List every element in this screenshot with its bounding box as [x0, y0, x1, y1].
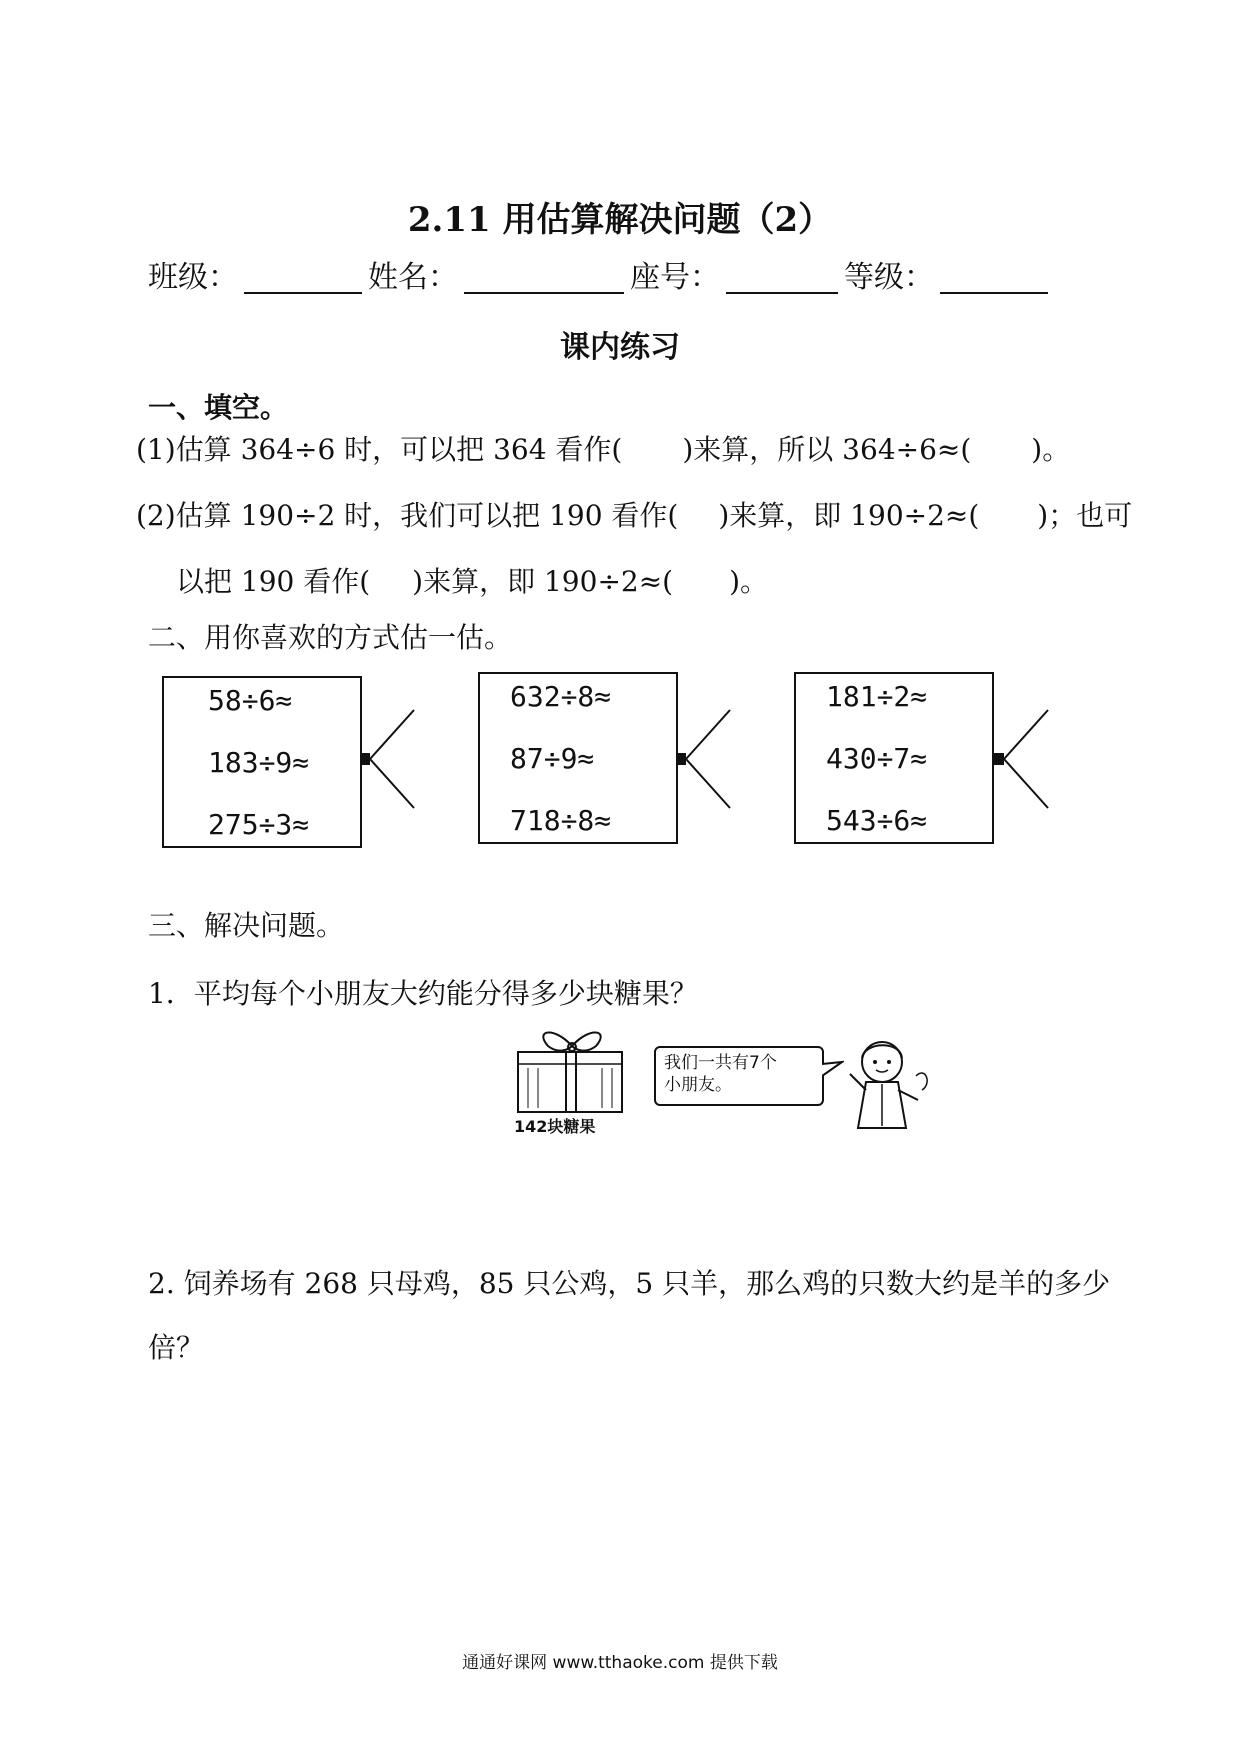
q1-part-a: (1)估算 364÷6 时，可以把 364 看作( — [136, 433, 623, 466]
estimate-expression: 543÷6≈ — [826, 804, 928, 837]
candy-count-label: 142块糖果 — [514, 1117, 596, 1136]
estimate-box-2 — [478, 672, 678, 844]
bubble-tail-icon — [822, 1060, 844, 1082]
estimate-box-1 — [162, 676, 362, 848]
estimate-expression: 718÷8≈ — [510, 804, 612, 837]
q2-part-b: )来算，即 190÷2≈( — [718, 499, 980, 532]
seat-label: 座号： — [630, 260, 720, 295]
answer-branch-icon — [676, 708, 732, 810]
answer-branch-icon — [360, 708, 416, 810]
q2-part-d: 以把 190 看作( — [176, 565, 371, 598]
q2-part-e: )来算，即 190÷2≈( — [412, 565, 674, 598]
student-info-row — [148, 252, 1108, 296]
estimate-box-3 — [794, 672, 994, 844]
name-label: 姓名： — [368, 260, 458, 295]
class-label: 班级： — [148, 260, 238, 295]
estimate-expression: 58÷6≈ — [208, 684, 293, 717]
estimate-expression: 275÷3≈ — [208, 808, 310, 841]
section2-heading: 二、用你喜欢的方式估一估。 — [148, 621, 513, 654]
speech-bubble — [654, 1046, 824, 1106]
bubble-line-2: 小朋友。 — [664, 1075, 732, 1095]
answer-branch-icon — [994, 708, 1050, 810]
estimate-expression: 430÷7≈ — [826, 742, 928, 775]
q2-part-c: )；也可 — [1037, 499, 1133, 532]
question-1-1 — [136, 428, 1070, 468]
class-blank — [244, 258, 362, 294]
problem-2-line-2: 倍？ — [148, 1331, 205, 1364]
grade-label: 等级： — [844, 260, 934, 295]
section1-heading: 一、填空。 — [148, 391, 289, 424]
section3-heading: 三、解决问题。 — [148, 909, 345, 942]
problem-2-line-1: 2. 饲养场有 268 只母鸡，85 只公鸡，5 只羊，那么鸡的只数大约是羊的多少 — [148, 1267, 1111, 1300]
estimate-expression: 87÷9≈ — [510, 742, 595, 775]
q1-part-c: )。 — [1031, 433, 1071, 466]
problem-1: 1．平均每个小朋友大约能分得多少块糖果？ — [148, 977, 698, 1010]
page-title: 2.11 用估算解决问题（2） — [407, 200, 833, 240]
q2-part-a: (2)估算 190÷2 时，我们可以把 190 看作( — [136, 499, 679, 532]
q2-part-f: )。 — [729, 565, 769, 598]
bubble-line-1: 我们一共有7个 — [664, 1053, 777, 1073]
grade-blank — [940, 258, 1048, 294]
child-icon — [842, 1036, 934, 1136]
q1-part-b: )来算，所以 364÷6≈( — [682, 433, 972, 466]
estimate-expression: 632÷8≈ — [510, 680, 612, 713]
estimate-expression: 183÷9≈ — [208, 746, 310, 779]
page-footer: 通通好课网 www.tthaoke.com 提供下载 — [462, 1653, 778, 1673]
gift-box-icon — [514, 1024, 630, 1116]
section-subtitle: 课内练习 — [560, 330, 680, 365]
name-blank — [464, 258, 624, 294]
question-1-2-cont — [176, 560, 768, 600]
seat-blank — [726, 258, 838, 294]
estimate-expression: 181÷2≈ — [826, 680, 928, 713]
question-1-2 — [136, 494, 1132, 534]
